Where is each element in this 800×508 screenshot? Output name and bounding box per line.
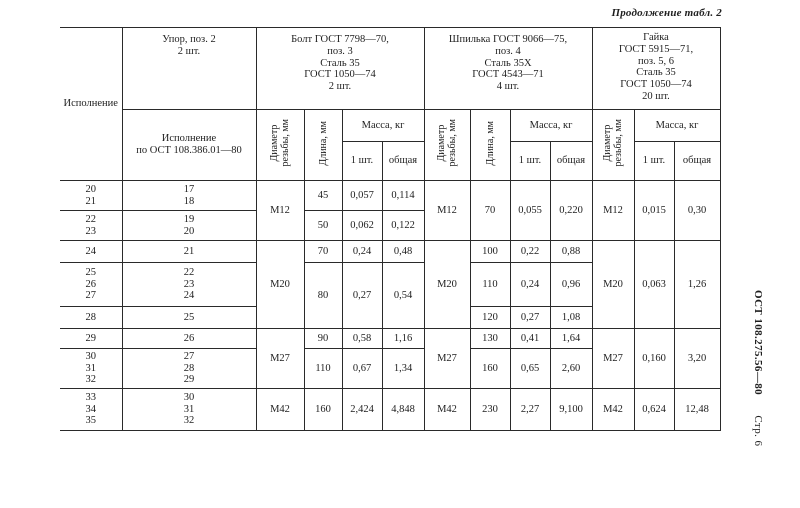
cell-shpilka-mass-total: 0,88 <box>550 241 592 263</box>
cell-bolt-mass-one: 2,424 <box>342 389 382 431</box>
cell-shpilka-mass-total: 1,08 <box>550 307 592 329</box>
cell-bolt-diameter: М42 <box>256 389 304 431</box>
cell-bolt-mass-total: 4,848 <box>382 389 424 431</box>
cell-bolt-mass-total: 1,34 <box>382 349 424 389</box>
cell-ispolnenie: 20 21 <box>60 181 122 211</box>
header-gaika-diameter: Диаметр резьбы, мм <box>592 110 634 181</box>
cell-shpilka-diameter: М20 <box>424 241 470 329</box>
cell-upor: 17 18 <box>122 181 256 211</box>
table-row <box>60 389 720 431</box>
cell-ispolnenie: 25 26 27 <box>60 263 122 307</box>
cell-shpilka-mass-total: 0,96 <box>550 263 592 307</box>
cell-shpilka-mass-total: 9,100 <box>550 389 592 431</box>
header-bolt: Болт ГОСТ 7798—70, поз. 3 Сталь 35 ГОСТ 1050—74 2 шт. <box>256 28 424 110</box>
cell-shpilka-length: 130 <box>470 329 510 349</box>
header-gaika-mass-one: 1 шт. <box>634 142 674 181</box>
header-shpilka-mass-total: общая <box>550 142 592 181</box>
cell-gaika-mass-one: 0,160 <box>634 329 674 389</box>
header-shpilka-mass: Масса, кг <box>510 110 592 142</box>
cell-ispolnenie: 33 34 35 <box>60 389 122 431</box>
cell-shpilka-mass-one: 2,27 <box>510 389 550 431</box>
cell-shpilka-length: 110 <box>470 263 510 307</box>
cell-bolt-mass-one: 0,27 <box>342 263 382 329</box>
cell-gaika-diameter: М20 <box>592 241 634 329</box>
header-shpilka-mass-one: 1 шт. <box>510 142 550 181</box>
cell-ispolnenie: 29 <box>60 329 122 349</box>
cell-shpilka-length: 100 <box>470 241 510 263</box>
cell-bolt-mass-one: 0,58 <box>342 329 382 349</box>
side-document-code: ОСТ 108.275.56—80 <box>752 290 764 396</box>
cell-bolt-mass-one: 0,67 <box>342 349 382 389</box>
cell-bolt-diameter: М20 <box>256 241 304 329</box>
cell-bolt-mass-one: 0,24 <box>342 241 382 263</box>
cell-upor: 21 <box>122 241 256 263</box>
cell-upor: 30 31 32 <box>122 389 256 431</box>
side-page-number: Стр. 6 <box>752 415 764 447</box>
continuation-label: Продолжение табл. 2 <box>611 7 722 19</box>
cell-shpilka-mass-one: 0,24 <box>510 263 550 307</box>
header-upor: Упор, поз. 2 2 шт. <box>122 28 256 110</box>
cell-shpilka-diameter: М42 <box>424 389 470 431</box>
table-row <box>60 329 720 349</box>
cell-bolt-mass-total: 0,48 <box>382 241 424 263</box>
cell-bolt-mass-total: 0,54 <box>382 263 424 329</box>
cell-shpilka-length: 160 <box>470 349 510 389</box>
fastener-table <box>60 27 721 431</box>
side-document-label <box>752 290 764 446</box>
cell-bolt-length: 70 <box>304 241 342 263</box>
cell-bolt-length: 90 <box>304 329 342 349</box>
cell-shpilka-mass-total: 1,64 <box>550 329 592 349</box>
cell-shpilka-mass-total: 0,220 <box>550 181 592 241</box>
header-shpilka: Шпилька ГОСТ 9066—75, поз. 4 Сталь 35Х ГОСТ 4543—71 4 шт. <box>424 28 592 110</box>
cell-gaika-mass-one: 0,624 <box>634 389 674 431</box>
header-bolt-length: Длина, мм <box>304 110 342 181</box>
header-bolt-mass: Масса, кг <box>342 110 424 142</box>
cell-shpilka-mass-one: 0,055 <box>510 181 550 241</box>
cell-bolt-mass-one: 0,062 <box>342 211 382 241</box>
header-shpilka-diameter: Диаметр резьбы, мм <box>424 110 470 181</box>
cell-ispolnenie: 24 <box>60 241 122 263</box>
cell-shpilka-mass-one: 0,65 <box>510 349 550 389</box>
cell-ispolnenie: 22 23 <box>60 211 122 241</box>
header-bolt-diameter: Диаметр резьбы, мм <box>256 110 304 181</box>
table-row <box>60 241 720 263</box>
cell-bolt-length: 45 <box>304 181 342 211</box>
cell-bolt-diameter: М12 <box>256 181 304 241</box>
header-gaika: Гайка ГОСТ 5915—71, поз. 5, 6 Сталь 35 ГОСТ 1050—74 20 шт. <box>592 28 720 110</box>
cell-gaika-mass-total: 3,20 <box>674 329 720 389</box>
cell-shpilka-mass-one: 0,22 <box>510 241 550 263</box>
cell-gaika-diameter: М27 <box>592 329 634 389</box>
cell-upor: 27 28 29 <box>122 349 256 389</box>
cell-ispolnenie: 28 <box>60 307 122 329</box>
cell-bolt-length: 160 <box>304 389 342 431</box>
header-gaika-mass-total: общая <box>674 142 720 181</box>
cell-bolt-length: 110 <box>304 349 342 389</box>
cell-ispolnenie: 30 31 32 <box>60 349 122 389</box>
cell-gaika-mass-one: 0,063 <box>634 241 674 329</box>
cell-shpilka-length: 70 <box>470 181 510 241</box>
cell-gaika-mass-total: 12,48 <box>674 389 720 431</box>
cell-upor: 25 <box>122 307 256 329</box>
cell-bolt-diameter: М27 <box>256 329 304 389</box>
header-upor-ispolnenie: Исполнение по ОСТ 108.386.01—80 <box>122 110 256 181</box>
cell-bolt-mass-total: 0,114 <box>382 181 424 211</box>
cell-gaika-mass-total: 0,30 <box>674 181 720 241</box>
cell-bolt-length: 80 <box>304 263 342 329</box>
cell-shpilka-length: 120 <box>470 307 510 329</box>
cell-shpilka-diameter: М27 <box>424 329 470 389</box>
cell-shpilka-mass-one: 0,41 <box>510 329 550 349</box>
cell-bolt-mass-total: 0,122 <box>382 211 424 241</box>
header-gaika-mass: Масса, кг <box>634 110 720 142</box>
cell-shpilka-diameter: М12 <box>424 181 470 241</box>
cell-bolt-mass-one: 0,057 <box>342 181 382 211</box>
cell-upor: 19 20 <box>122 211 256 241</box>
cell-shpilka-mass-total: 2,60 <box>550 349 592 389</box>
header-bolt-mass-total: общая <box>382 142 424 181</box>
header-shpilka-length: Длина, мм <box>470 110 510 181</box>
cell-upor: 26 <box>122 329 256 349</box>
cell-upor: 22 23 24 <box>122 263 256 307</box>
cell-bolt-length: 50 <box>304 211 342 241</box>
cell-shpilka-length: 230 <box>470 389 510 431</box>
cell-shpilka-mass-one: 0,27 <box>510 307 550 329</box>
cell-gaika-diameter: М12 <box>592 181 634 241</box>
cell-gaika-mass-total: 1,26 <box>674 241 720 329</box>
cell-gaika-mass-one: 0,015 <box>634 181 674 241</box>
header-bolt-mass-one: 1 шт. <box>342 142 382 181</box>
cell-bolt-mass-total: 1,16 <box>382 329 424 349</box>
table-row <box>60 181 720 211</box>
cell-gaika-diameter: М42 <box>592 389 634 431</box>
header-ispolnenie: Исполнение <box>60 28 122 181</box>
